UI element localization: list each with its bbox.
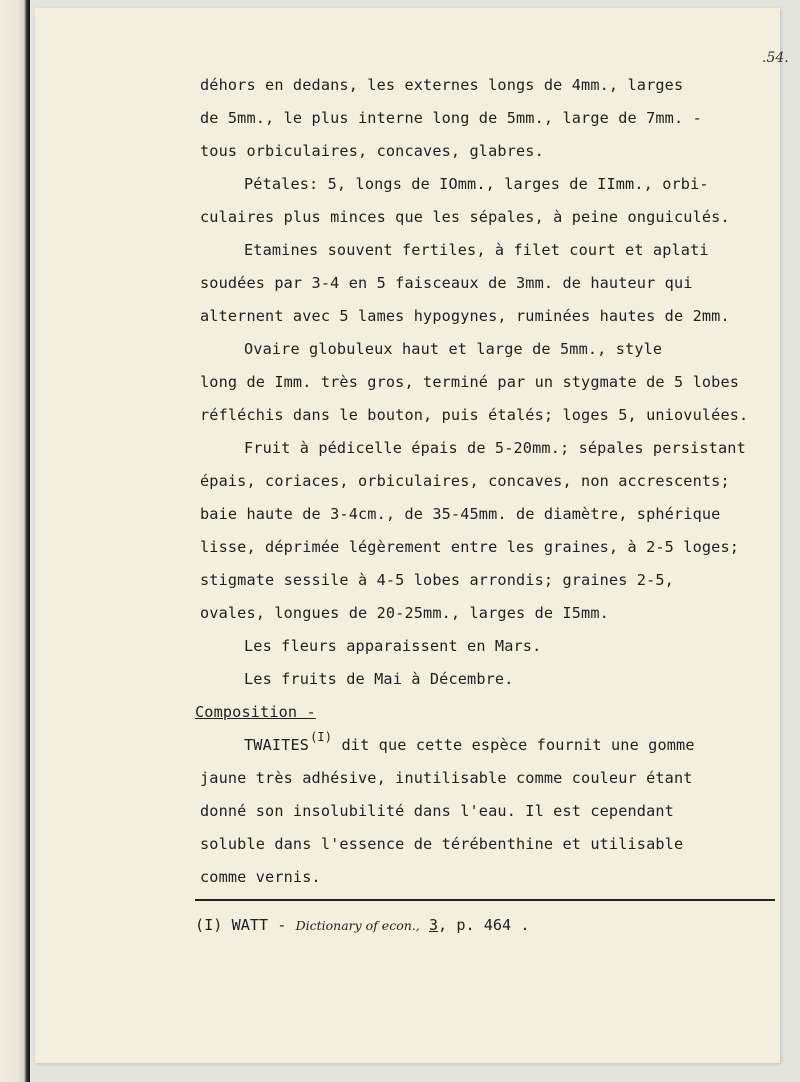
text-line: Ovaire globuleux haut et large de 5mm., style — [244, 340, 663, 358]
footnote-volume: 3 — [428, 916, 439, 934]
text-line: soudées par 3-4 en 5 faisceaux de 3mm. de hauteur qui — [200, 274, 693, 292]
text-line: culaires plus minces que les sépales, à peine onguiculés. — [200, 208, 730, 226]
footnote-marker: (I) WATT - — [195, 916, 287, 934]
text-line: Les fruits de Mai à Décembre. — [244, 670, 514, 688]
handwritten-title: Dictionary of econ., — [295, 918, 420, 933]
footnote — [195, 916, 529, 934]
text-line: Fruit à pédicelle épais de 5-20mm.; sépales persistant — [244, 439, 746, 457]
text-line: comme vernis. — [200, 868, 321, 886]
text-line: Les fleurs apparaissent en Mars. — [244, 637, 542, 655]
text-line: déhors en dedans, les externes longs de 4mm., larges — [200, 76, 684, 94]
text-line: Pétales: 5, longs de IOmm., larges de IImm., orbi- — [244, 175, 709, 193]
text-line: lisse, déprimée légèrement entre les graines, à 2-5 loges; — [200, 538, 740, 556]
book-binding — [0, 0, 30, 1082]
footnote-divider — [195, 899, 775, 901]
text-line: soluble dans l'essence de térébenthine et utilisable — [200, 835, 684, 853]
text-line: donné son insolubilité dans l'eau. Il est cependant — [200, 802, 674, 820]
text-line: ovales, longues de 20-25mm., larges de I5mm. — [200, 604, 609, 622]
page-number: .54. — [762, 50, 789, 66]
author-name: TWAITES — [244, 736, 310, 754]
text-line: stigmate sessile à 4-5 lobes arrondis; graines 2-5, — [200, 571, 674, 589]
document-page — [35, 8, 789, 1063]
footnote-reference: (I) — [310, 730, 333, 744]
text-line: de 5mm., le plus interne long de 5mm., large de 7mm. - — [200, 109, 702, 127]
text-line-rest: dit que cette espèce fournit une gomme — [341, 736, 695, 754]
text-line: réfléchis dans le bouton, puis étalés; loges 5, uniovulées. — [200, 406, 749, 424]
text-line: long de Imm. très gros, terminé par un stygmate de 5 lobes — [200, 373, 740, 391]
text-line — [244, 730, 695, 754]
text-line: Etamines souvent fertiles, à filet court et aplati — [244, 241, 709, 259]
text-line: jaune très adhésive, inutilisable comme couleur étant — [200, 769, 693, 787]
footnote-page: , p. 464 . — [438, 916, 530, 934]
text-line: baie haute de 3-4cm., de 35-45mm. de diamètre, sphérique — [200, 505, 721, 523]
text-line: épais, coriaces, orbiculaires, concaves, non accrescents; — [200, 472, 730, 490]
text-line: tous orbiculaires, concaves, glabres. — [200, 142, 544, 160]
section-heading: Composition - — [195, 703, 316, 721]
text-line: alternent avec 5 lames hypogynes, ruminées hautes de 2mm. — [200, 307, 730, 325]
